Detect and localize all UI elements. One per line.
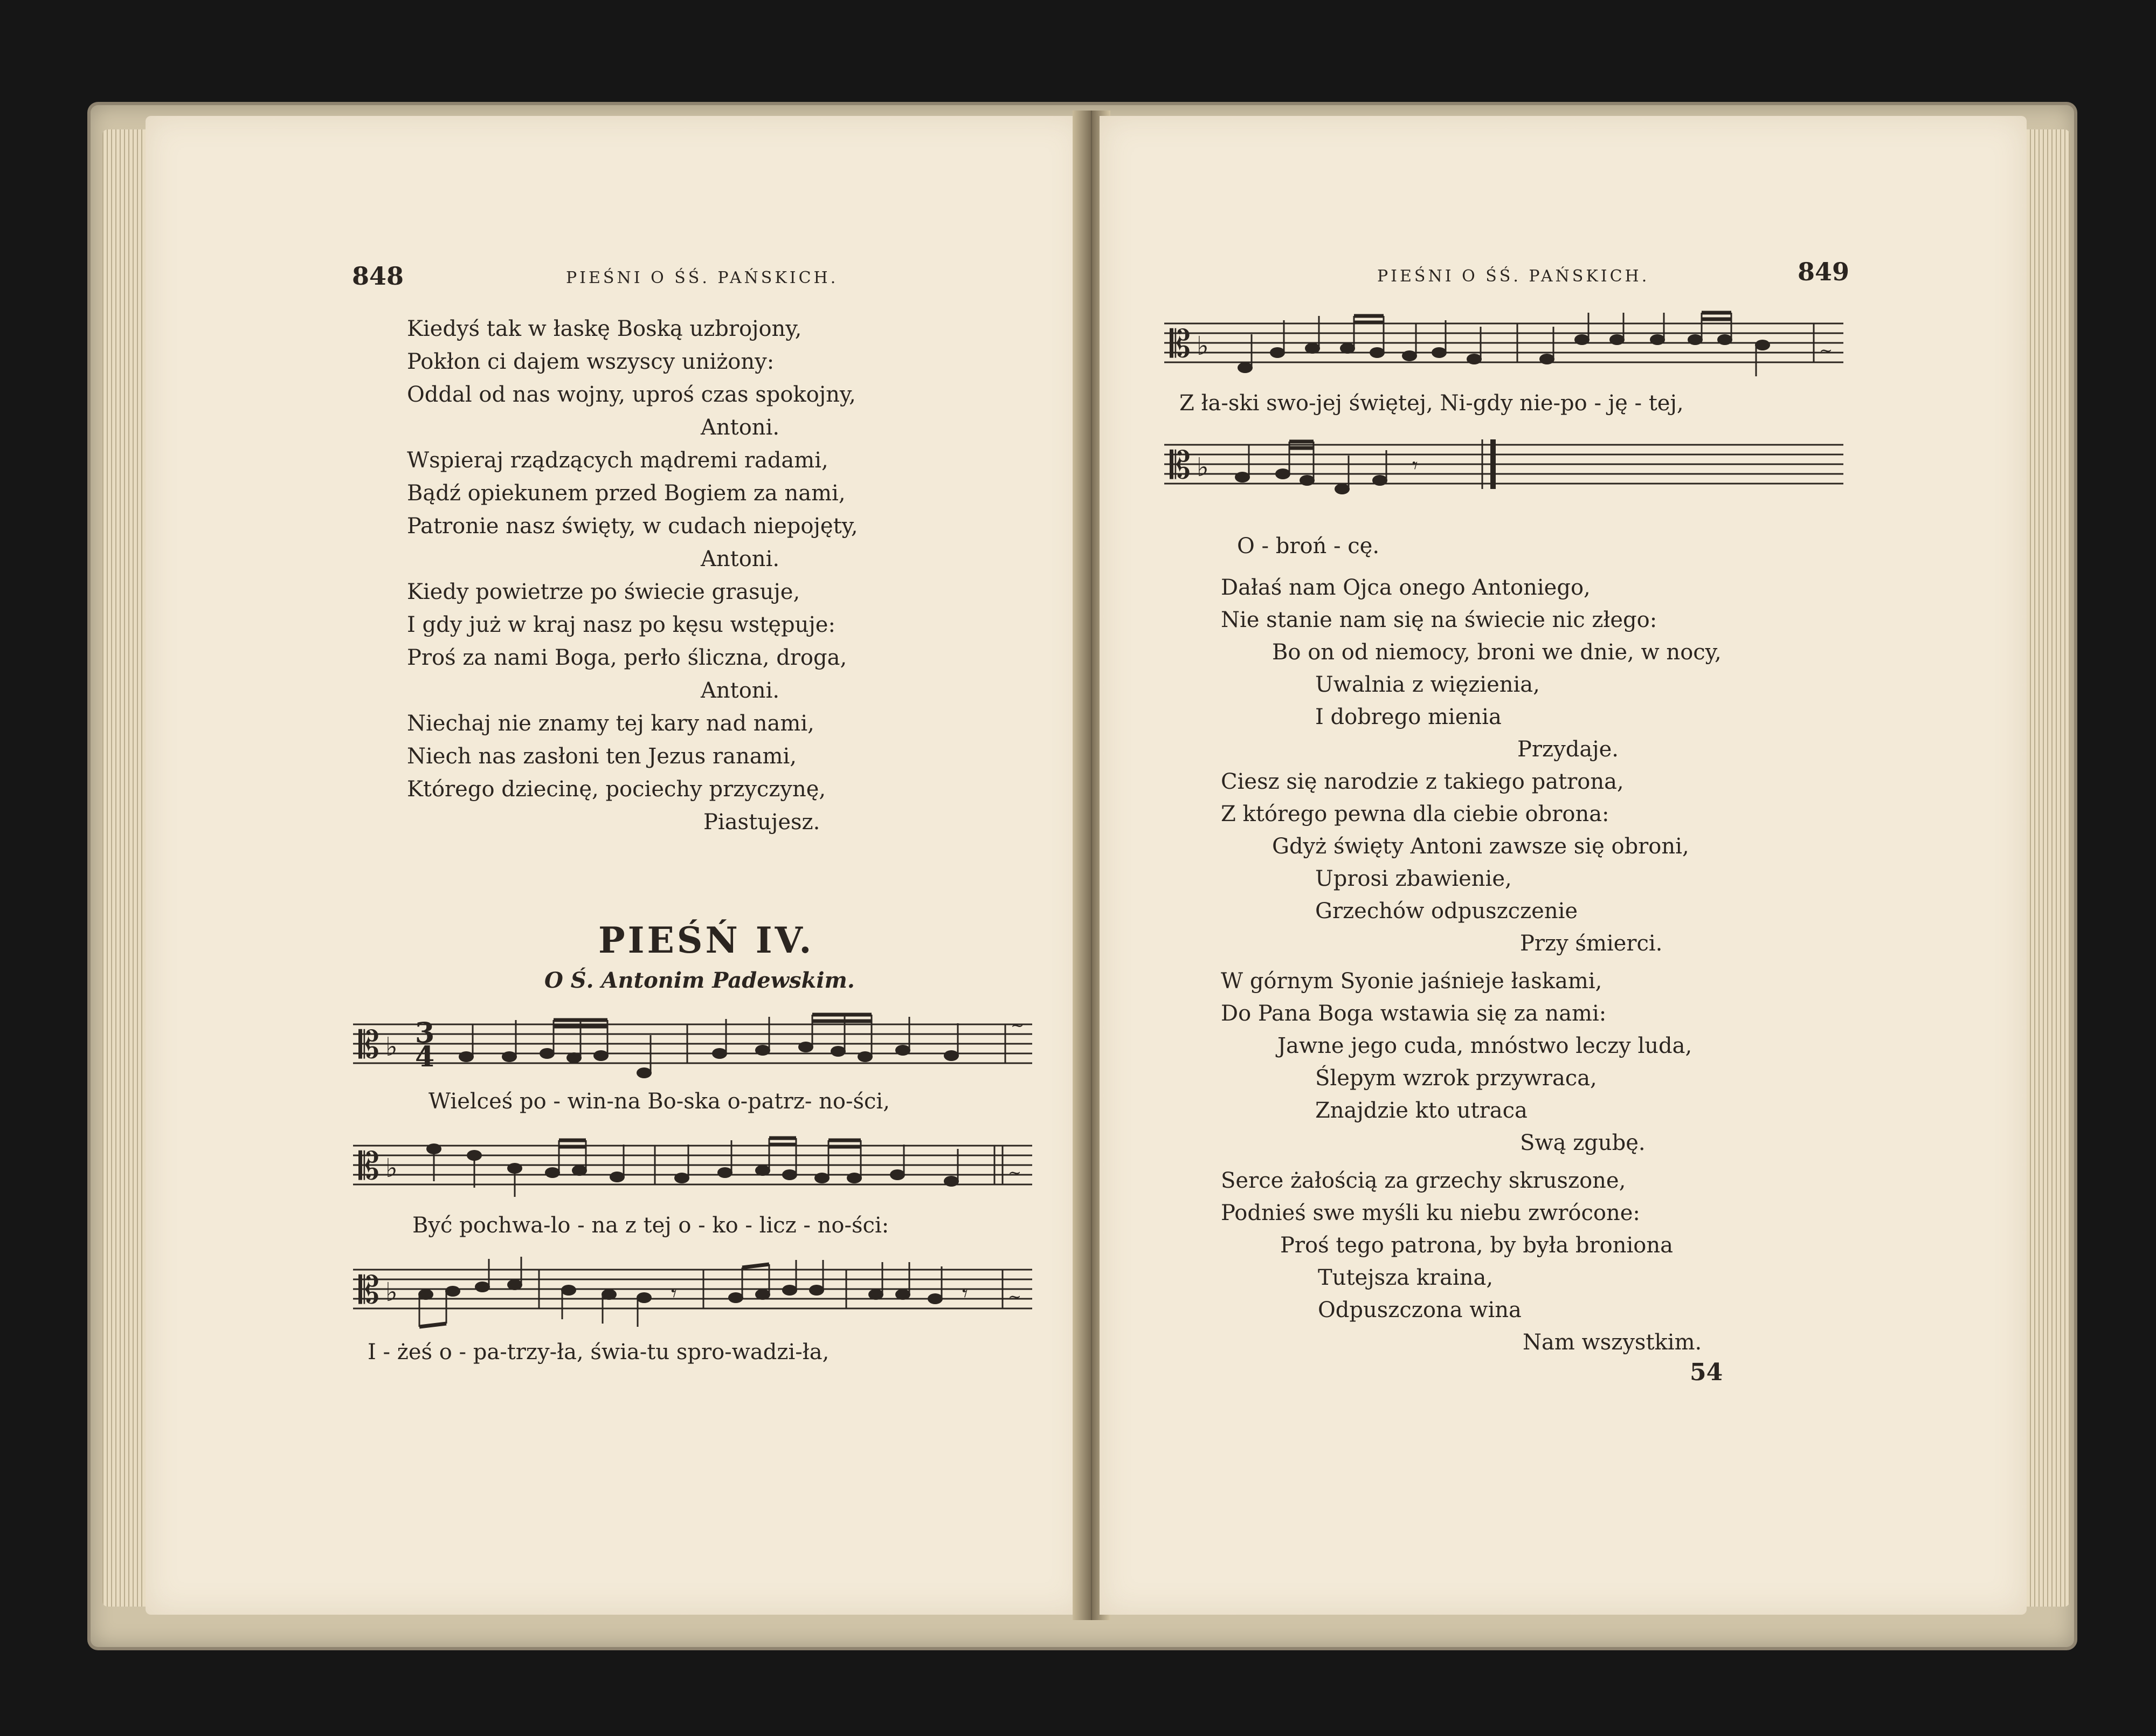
verse-line: Wspieraj rządzących mądremi radami,	[407, 448, 828, 473]
verse-line: Oddal od nas wojny, uproś czas spokojny,	[407, 382, 856, 407]
verse-line: Proś za nami Boga, perło śliczna, droga,	[407, 645, 847, 670]
verse-line: Odpuszczona wina	[1318, 1298, 1522, 1322]
page-edges-left	[102, 129, 151, 1607]
verse-refrain: Antoni.	[701, 415, 780, 440]
running-head: PIEŚNI O ŚŚ. PAŃSKICH.	[1377, 267, 1650, 286]
verse-refrain: Antoni.	[701, 547, 780, 571]
left-page	[146, 116, 1083, 1615]
verse-refrain: Przy śmierci.	[1520, 931, 1663, 956]
verse-line: Niech nas zasłoni ten Jezus ranami,	[407, 744, 797, 769]
song-title: PIEŚŃ IV.	[598, 919, 814, 961]
music-lyric: I - żeś o - pa-trzy-ła, świa-tu spro-wadzi-ła,	[368, 1340, 830, 1365]
music-staff	[353, 1008, 1032, 1084]
svg-text:3: 3	[415, 1017, 435, 1050]
verse-refrain: Piastujesz.	[703, 810, 820, 835]
verse-refrain: Przydaje.	[1517, 737, 1619, 762]
verse-line: Grzechów odpuszczenie	[1315, 899, 1578, 924]
svg-text:𝄾: 𝄾	[962, 1282, 968, 1306]
music-lyric: Z ła-ski swo-jej świętej, Ni-gdy nie-po - ję - tej,	[1179, 391, 1684, 416]
verse-line: Bo on od niemocy, broni we dnie, w nocy,	[1272, 640, 1722, 665]
page-number: 848	[352, 261, 404, 291]
verse-line: Proś tego patrona, by była broniona	[1280, 1233, 1673, 1258]
music-staff	[353, 1253, 1032, 1334]
verse-line: Uwalnia z więzienia,	[1315, 672, 1540, 697]
svg-text:♭: ♭	[385, 1277, 398, 1307]
music-staff	[1164, 307, 1843, 388]
song-subtitle: O Ś. Antonim Padewskim.	[544, 968, 855, 993]
svg-text:𝄡: 𝄡	[358, 1144, 380, 1188]
verse-line: Kiedyś tak w łaskę Boską uzbrojony,	[407, 316, 802, 341]
svg-text:~: ~	[1011, 1016, 1025, 1035]
page-number: 849	[1798, 257, 1850, 286]
verse-line: Bądź opiekunem przed Bogiem za nami,	[407, 481, 846, 506]
verse-line: W górnym Syonie jaśnieje łaskami,	[1221, 969, 1602, 994]
verse-line: Znajdzie kto utraca	[1315, 1098, 1528, 1123]
signature-mark: 54	[1690, 1359, 1723, 1386]
music-lyric: O - broń - cę.	[1237, 534, 1380, 559]
svg-text:♭: ♭	[385, 1032, 398, 1062]
svg-text:♭: ♭	[385, 1153, 398, 1183]
svg-text:~: ~	[1819, 341, 1833, 360]
svg-text:~: ~	[1008, 1287, 1022, 1306]
verse-line: I gdy już w kraj nasz po kęsu wstępuje:	[407, 612, 835, 637]
verse-line: Którego dziecinę, pociechy przyczynę,	[407, 777, 826, 802]
verse-line: Uprosi zbawienie,	[1315, 866, 1512, 891]
verse-line: Ciesz się narodzie z takiego patrona,	[1221, 769, 1624, 794]
svg-text:4: 4	[415, 1041, 435, 1073]
verse-line: Podnieś swe myśli ku niebu zwrócone:	[1221, 1201, 1640, 1225]
verse-refrain: Swą zgubę.	[1520, 1131, 1646, 1155]
verse-refrain: Nam wszystkim.	[1523, 1330, 1702, 1355]
music-staff	[353, 1129, 1032, 1205]
svg-text:𝄡: 𝄡	[358, 1268, 380, 1312]
svg-text:𝄡: 𝄡	[358, 1023, 380, 1067]
music-lyric: Być pochwa-lo - na z tej o - ko - licz - no-ści:	[412, 1213, 889, 1238]
svg-text:♭: ♭	[1197, 452, 1209, 483]
page-edges-right	[2027, 129, 2070, 1607]
verse-line: Pokłon ci dajem wszyscy uniżony:	[407, 349, 775, 374]
svg-text:♭: ♭	[1197, 331, 1209, 361]
verse-line: Ślepym wzrok przywraca,	[1315, 1066, 1597, 1091]
verse-line: Niechaj nie znamy tej kary nad nami,	[407, 711, 814, 736]
verse-refrain: Antoni.	[701, 678, 780, 703]
verse-line: Tutejsza kraina,	[1318, 1265, 1494, 1290]
verse-line: Gdyż święty Antoni zawsze się obroni,	[1272, 834, 1689, 859]
right-page	[1100, 116, 2027, 1615]
svg-text:𝄾: 𝄾	[1412, 453, 1418, 478]
verse-line: Serce żałością za grzechy skruszone,	[1221, 1168, 1626, 1193]
svg-text:𝄡: 𝄡	[1170, 443, 1191, 487]
svg-text:~: ~	[1008, 1163, 1022, 1182]
verse-line: Patronie nasz święty, w cudach niepojęty,	[407, 514, 858, 539]
verse-line: Z którego pewna dla ciebie obrona:	[1221, 802, 1609, 826]
verse-line: Do Pana Boga wstawia się za nami:	[1221, 1001, 1607, 1026]
verse-line: Nie stanie nam się na świecie nic złego:	[1221, 608, 1657, 632]
verse-line: I dobrego mienia	[1315, 705, 1502, 729]
music-staff	[1164, 429, 1843, 509]
music-lyric: Wielceś po - win-na Bo-ska o-patrz- no-ści,	[429, 1089, 890, 1114]
verse-line: Dałaś nam Ojca onego Antoniego,	[1221, 575, 1591, 600]
verse-line: Kiedy powietrze po świecie grasuje,	[407, 580, 800, 604]
running-head: PIEŚNI O ŚŚ. PAŃSKICH.	[566, 268, 839, 287]
svg-text:𝄾: 𝄾	[671, 1282, 677, 1306]
svg-text:𝄡: 𝄡	[1170, 322, 1191, 366]
verse-line: Jawne jego cuda, mnóstwo leczy luda,	[1277, 1034, 1692, 1058]
